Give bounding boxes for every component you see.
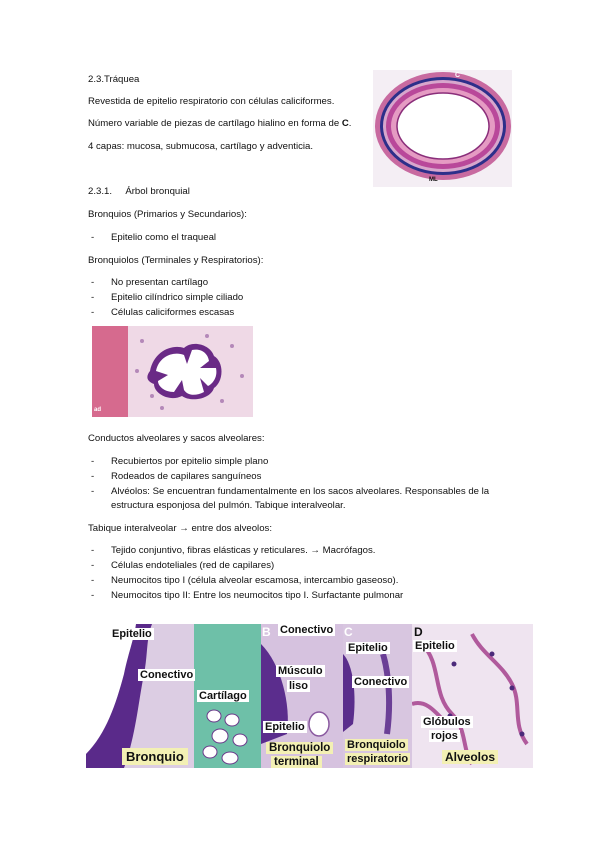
trachea-line-2-bold: C <box>341 118 349 129</box>
alveoli-title: Conductos alveolares y sacos alveolares: <box>88 433 265 444</box>
trachea-line-2 <box>88 118 351 130</box>
list-dash: - <box>91 560 95 571</box>
list-dash: - <box>91 307 95 318</box>
panel-b-label-liso: liso <box>289 680 308 692</box>
panel-a-label-epitelio: Epitelio <box>112 628 152 640</box>
panel-a-caption: Bronquio <box>122 748 188 765</box>
panel-a <box>86 624 261 768</box>
trachea-line-2-text: Número variable de piezas de cartílago hialino en forma de <box>88 118 342 129</box>
panel-b-letter: B <box>262 625 271 639</box>
panel-b-label-epitelio: Epitelio <box>265 721 305 733</box>
section-heading-bronchial-tree: 2.3.1. Árbol bronquial <box>88 186 190 197</box>
panel-b-caption-1: Bronquiolo <box>266 742 333 754</box>
panel-c-caption-1: Bronquiolo <box>347 739 406 751</box>
bronchiole-micrograph <box>92 326 253 417</box>
histology-panels-figure <box>86 624 533 768</box>
trachea-line-3: 4 capas: mucosa, submucosa, cartílago y adventicia. <box>88 141 314 152</box>
septum-item: Neumocitos tipo II: Entre los neumocitos tipo I. Surfactante pulmonar <box>111 590 404 601</box>
bronchioles-item: No presentan cartílago <box>111 277 209 288</box>
bronchioles-title: Bronquiolos (Terminales y Respiratorios): <box>88 255 264 266</box>
alveoli-item: Alvéolos: Se encuentran fundamentalmente en los sacos alveolares. Responsables de la <box>111 486 490 497</box>
septum-item: Tejido conjuntivo, fibras elásticas y reticulares. → Macrófagos. <box>111 545 376 556</box>
bronchioles-item: Células caliciformes escasas <box>111 307 235 318</box>
bronchi-title: Bronquios (Primarios y Secundarios): <box>88 209 247 220</box>
trachea-line-2-end: . <box>348 118 352 129</box>
septum-item: Células endoteliales (red de capilares) <box>111 560 275 571</box>
list-dash: - <box>91 277 95 288</box>
bronchiole-label: ad <box>94 407 102 413</box>
trachea-micrograph <box>373 70 512 187</box>
list-dash: - <box>91 590 95 601</box>
list-dash: - <box>91 471 95 482</box>
panel-d <box>412 624 533 768</box>
section-heading-trachea: 2.3.Tráquea <box>88 74 140 85</box>
panel-d-label-globulos: Glóbulos <box>423 716 471 728</box>
list-dash: - <box>91 575 95 586</box>
panel-a-label-cartilago: Cartílago <box>199 690 247 702</box>
list-dash: - <box>91 232 95 243</box>
list-dash: - <box>91 292 95 303</box>
trachea-label-ml: ML <box>429 177 438 183</box>
panel-a-letter: A <box>88 625 97 639</box>
alveoli-item: Rodeados de capilares sanguíneos <box>111 471 262 482</box>
panel-d-caption: Alveolos <box>442 750 498 764</box>
panel-b-caption-2: terminal <box>271 756 322 768</box>
bronchi-item: Epitelio como el traqueal <box>111 232 217 243</box>
panel-c-letter: C <box>344 625 353 639</box>
septum-title: Tabique interalveolar → entre dos alveolos: <box>88 523 272 534</box>
trachea-illustration <box>373 70 512 187</box>
panel-c-label-epitelio: Epitelio <box>348 642 388 654</box>
panel-d-label-rojos: rojos <box>431 730 458 742</box>
panel-d-label-epitelio: Epitelio <box>415 640 455 652</box>
list-dash: - <box>91 456 95 467</box>
trachea-label-c: C <box>455 72 461 79</box>
bronchiole-illustration <box>92 326 253 417</box>
trachea-line-1: Revestida de epitelio respiratorio con células caliciformes. <box>88 96 335 107</box>
septum-item: Neumocitos tipo I (célula alveolar escamosa, intercambio gaseoso). <box>111 575 399 586</box>
panel-b <box>261 624 343 768</box>
alveoli-item: Recubiertos por epitelio simple plano <box>111 456 269 467</box>
alveoli-item-continuation: estructura esponjosa del pulmón. Tabique interalveolar. <box>111 500 346 511</box>
panel-c-label-conectivo: Conectivo <box>354 676 408 688</box>
panel-b-label-musculo: Músculo <box>278 665 323 677</box>
panel-a-label-conectivo: Conectivo <box>140 669 194 681</box>
panel-b-label-conectivo: Conectivo <box>280 624 334 636</box>
list-dash: - <box>91 486 95 497</box>
panel-c-caption-2: respiratorio <box>347 753 409 765</box>
list-dash: - <box>91 545 95 556</box>
panel-d-letter: D <box>414 625 423 639</box>
bronchioles-item: Epitelio cilíndrico simple ciliado <box>111 292 244 303</box>
panel-c <box>343 624 412 768</box>
